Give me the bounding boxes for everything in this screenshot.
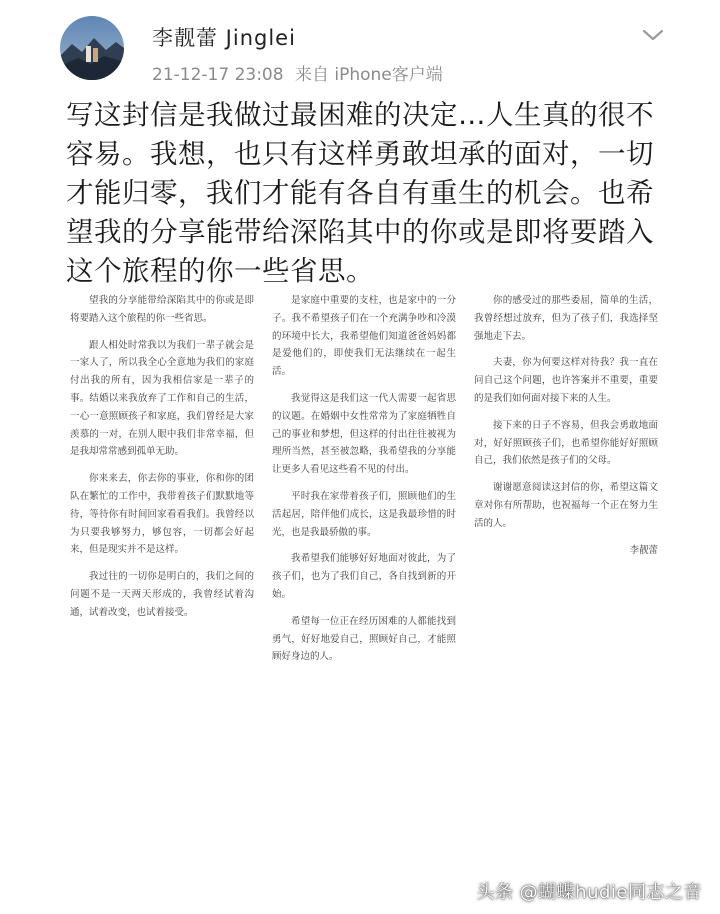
post-meta <box>152 60 443 85</box>
chevron-down-icon[interactable] <box>640 26 666 44</box>
letter-paragraph: 望我的分享能带给深陷其中的你或是即将要踏入这个旅程的你一些省思。 <box>70 295 254 324</box>
letter-paragraph: 夫妻，你为何要这样对待我？我一直在问自己这个问题，也许答案并不重要，重要的是我们如何面对接下来的人生。 <box>474 357 658 404</box>
letter-image <box>60 288 680 914</box>
post-source[interactable]: 来自 iPhone客户端 <box>294 65 443 85</box>
letter-column-2 <box>272 292 456 904</box>
post-text: 写这封信是我做过最困难的决定…人生真的很不容易。我想，也只有这样勇敢坦承的面对，一切才能归零，我们才能有各自有重生的机会。也希望我的分享能带给深陷其中的你或是即将要踏入这个旅程的你一些省思。 <box>66 99 654 287</box>
watermark: 头条 @蝴蝶hudie同志之音 <box>476 882 702 903</box>
post-header <box>0 0 720 90</box>
letter-paragraph: 我觉得这是我们这一代人需要一起省思的议题。在婚姻中女性常常为了家庭牺牲自己的事业和梦想，但这样的付出往往被视为理所当然，甚至被忽略，我希望我的分享能让更多人看见这些看不见的付出。 <box>272 392 456 476</box>
letter-paragraph: 是家庭中重要的支柱，也是家中的一分子。我不希望孩子们在一个充满争吵和冷漠的环境中长大，我希望他们知道爸爸妈妈都是爱他们的，即使我们无法继续在一起生活。 <box>272 295 456 378</box>
avatar[interactable] <box>60 16 124 80</box>
letter-paragraph: 你来来去，你去你的事业，你和你的团队在繁忙的工作中，我带着孩子们默默地等待，等待你有时间回家看看我们。我曾经以为只要我够努力，够包容，一切都会好起来，但是现实并不是这样。 <box>70 473 254 556</box>
letter-paragraph: 平时我在家带着孩子们，照顾他们的生活起居，陪伴他们成长，这是我最珍惜的时光，也是我最骄傲的事。 <box>272 490 456 538</box>
letter-paragraph: 跟人相处时常我以为我们一辈子就会是一家人了，所以我全心全意地为我们的家庭付出我的所有，因为我相信家是一辈子的事。结婚以来我放弃了工作和自己的生活，一心一意照顾孩子和家庭，我们曾经是大家羡慕的一对，在别人眼中我们非常幸福，但是我却常常感到孤单无助。 <box>70 339 254 458</box>
letter-paragraph: 我希望我们能够好好地面对彼此，为了孩子们，也为了我们自己，各自找到新的开始。 <box>272 553 456 600</box>
letter-paragraph: 谢谢愿意阅读这封信的你，希望这篇文章对你有所帮助，也祝福每一个正在努力生活的人。 <box>474 482 658 529</box>
letter-column-3 <box>474 292 658 904</box>
letter-paragraph: 你的感受过的那些委屈，简单的生活，我曾经想过放弃，但为了孩子们，我选择坚强地走下去。 <box>474 295 658 342</box>
letter-signature: 李靓蕾 <box>629 544 658 556</box>
letter-paragraph: 希望每一位正在经历困难的人都能找到勇气，好好地爱自己，照顾好自己，才能照顾好身边的人。 <box>272 615 456 663</box>
avatar-photo <box>60 16 124 80</box>
letter-column-1 <box>70 292 254 904</box>
post-timestamp: 21-12-17 23:08 <box>152 65 284 85</box>
letter-paragraph: 我过往的一切你是明白的，我们之间的问题不是一天两天形成的，我曾经试着沟通，试着改变，也试着接受。 <box>70 571 254 618</box>
letter-paragraph: 接下来的日子不容易，但我会勇敢地面对，好好照顾孩子们，也希望你能好好照顾自己，我们依然是孩子们的父母。 <box>474 419 658 467</box>
user-name[interactable]: 李靓蕾 Jinglei <box>152 26 296 50</box>
